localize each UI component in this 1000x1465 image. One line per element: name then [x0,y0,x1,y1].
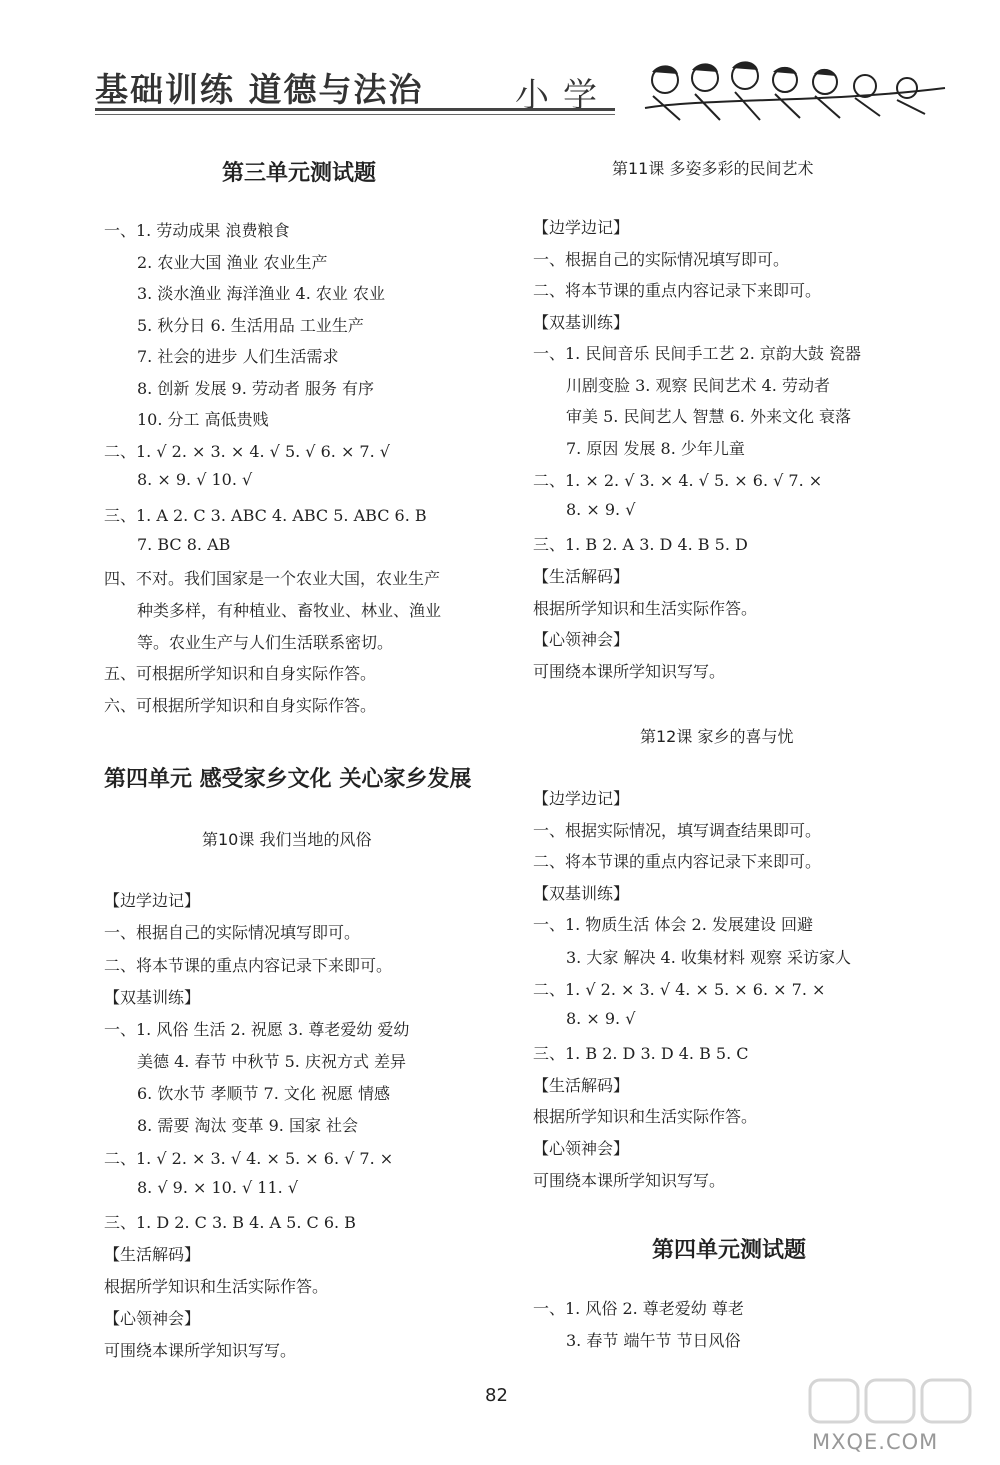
header-rule [95,108,615,111]
answer-line: 审美 5. 民间艺人 智慧 6. 外来文化 衰落 [566,407,852,426]
lesson-heading: 第12课 家乡的喜与忧 [640,727,794,746]
answer-line: 四、不对。我们国家是一个农业大国，农业生产 [104,569,441,588]
answer-line: 川剧变脸 3. 观察 民间艺术 4. 劳动者 [566,376,830,395]
answer-line: 3. 淡水渔业 海洋渔业 4. 农业 农业 [137,284,385,303]
answer-line: 8. × 9. √ [566,1009,636,1028]
answer-line: 一、1. 风俗 生活 2. 祝愿 3. 尊老爱幼 爱幼 [104,1020,410,1039]
answer-line: 【心领神会】 [533,630,630,649]
section-heading: 第四单元 感受家乡文化 关心家乡发展 [104,767,472,792]
answer-line: 二、1. √ 2. × 3. × 4. √ 5. √ 6. × 7. √ [104,442,390,461]
answer-line: 二、1. × 2. √ 3. × 4. √ 5. × 6. √ 7. × [533,471,823,490]
answer-line: 8. √ 9. × 10. √ 11. √ [137,1178,299,1197]
answer-line: 8. 需要 淘汰 变革 9. 国家 社会 [137,1116,359,1135]
answer-line: 8. 创新 发展 9. 劳动者 服务 有序 [137,379,375,398]
answer-line: 【心领神会】 [104,1309,201,1328]
answer-line: 7. 社会的进步 人们生活需求 [137,347,339,366]
answer-line: 根据所学知识和生活实际作答。 [533,1107,758,1126]
lesson-heading: 第11课 多姿多彩的民间艺术 [612,159,814,178]
answer-line: 根据所学知识和生活实际作答。 [533,599,758,618]
answer-line: 【边学边记】 [533,218,630,237]
answer-line: 六、可根据所学知识和自身实际作答。 [104,696,377,715]
answer-line: 三、1. B 2. A 3. D 4. B 5. D [533,535,748,554]
answer-line: 三、1. D 2. C 3. B 4. A 5. C 6. B [104,1213,356,1232]
book-level: 小学 [515,76,611,116]
answer-line: 10. 分工 高低贵贱 [137,410,269,429]
section-heading: 第四单元测试题 [652,1238,807,1263]
answer-line: 8. × 9. √ [566,500,636,519]
page-number: 82 [485,1385,508,1406]
answer-line: 8. × 9. √ 10. √ [137,470,253,489]
answer-line: 【生活解码】 [104,1245,201,1264]
answer-line: 【双基训练】 [533,884,630,903]
answer-line: 3. 大家 解决 4. 收集材料 观察 采访家人 [566,948,852,967]
answer-line: 二、1. √ 2. × 3. √ 4. × 5. × 6. × 7. × [533,980,826,999]
answer-line: 3. 春节 端午节 节日风俗 [566,1331,741,1350]
answer-line: 可围绕本课所学知识写写。 [533,1171,726,1190]
answer-line: 一、1. 物质生活 体会 2. 发展建设 回避 [533,915,813,934]
watermark-text: MXQE.COM [812,1430,939,1454]
answer-line: 一、1. 民间音乐 民间手工艺 2. 京韵大鼓 瓷器 [533,344,861,363]
answer-line: 一、根据实际情况，填写调查结果即可。 [533,821,822,840]
answer-line: 一、根据自己的实际情况填写即可。 [533,250,790,269]
book-title: 基础训练 道德与法治 [95,70,424,109]
answer-line: 【生活解码】 [533,567,630,586]
answer-line: 【双基训练】 [104,988,201,1007]
answer-line: 6. 饮水节 孝顺节 7. 文化 祝愿 情感 [137,1084,391,1103]
answer-line: 一、1. 劳动成果 浪费粮食 [104,221,290,240]
answer-line: 种类多样，有种植业、畜牧业、林业、渔业 [137,601,442,620]
answer-line: 5. 秋分日 6. 生活用品 工业生产 [137,316,364,335]
answer-line: 五、可根据所学知识和自身实际作答。 [104,664,377,683]
answer-line: 二、1. √ 2. × 3. √ 4. × 5. × 6. √ 7. × [104,1149,394,1168]
answer-line: 【生活解码】 [533,1076,630,1095]
answer-line: 美德 4. 春节 中秋节 5. 庆祝方式 差异 [137,1052,407,1071]
answer-line: 【双基训练】 [533,313,630,332]
answer-line: 根据所学知识和生活实际作答。 [104,1277,329,1296]
section-heading: 第三单元测试题 [222,161,377,186]
children-illustration-icon [625,58,955,128]
answer-line: 【心领神会】 [533,1139,630,1158]
lesson-heading: 第10课 我们当地的风俗 [202,830,372,849]
header-rule-thin [95,114,615,115]
answer-line: 可围绕本课所学知识写写。 [533,662,726,681]
page-header [95,60,955,130]
answer-line: 三、1. B 2. D 3. D 4. B 5. C [533,1044,749,1063]
answer-line: 一、根据自己的实际情况填写即可。 [104,923,361,942]
answer-line: 三、1. A 2. C 3. ABC 4. ABC 5. ABC 6. B [104,506,427,525]
answer-line: 二、将本节课的重点内容记录下来即可。 [533,852,822,871]
answer-line: 7. 原因 发展 8. 少年儿童 [566,439,745,458]
answer-line: 【边学边记】 [104,891,201,910]
answer-line: 等。农业生产与人们生活联系密切。 [137,633,394,652]
answer-line: 二、将本节课的重点内容记录下来即可。 [533,281,822,300]
answer-line: 二、将本节课的重点内容记录下来即可。 [104,956,393,975]
answer-line: 【边学边记】 [533,789,630,808]
answer-line: 7. BC 8. AB [137,535,231,554]
answer-line: 2. 农业大国 渔业 农业生产 [137,253,328,272]
answer-line: 可围绕本课所学知识写写。 [104,1341,297,1360]
answer-line: 一、1. 风俗 2. 尊老爱幼 尊老 [533,1299,744,1318]
